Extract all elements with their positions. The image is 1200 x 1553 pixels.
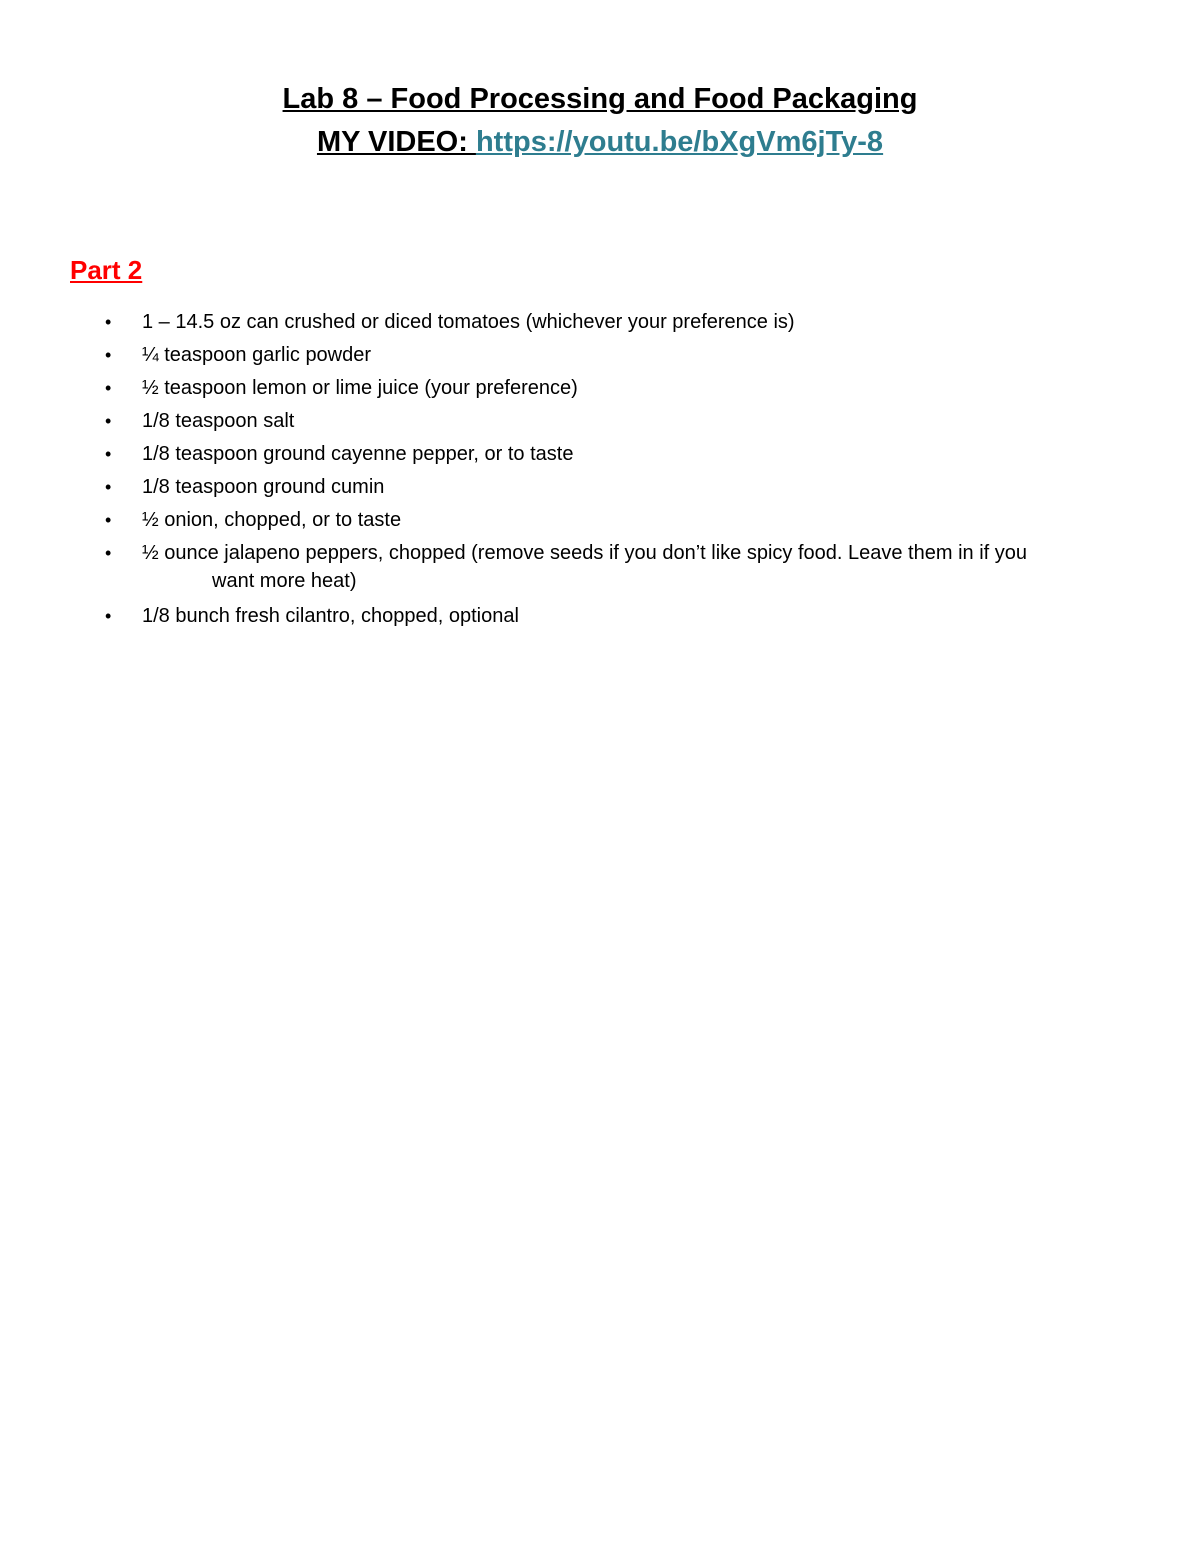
ingredient-list [0, 308, 1200, 635]
video-line [0, 122, 1200, 162]
part-heading: Part 2 [70, 255, 143, 285]
list-item [0, 440, 1200, 468]
ingredient-text: 1/8 bunch fresh cilantro, chopped, optional [142, 605, 519, 627]
list-item [0, 407, 1200, 435]
bullet-icon: • [105, 345, 112, 365]
list-item [0, 473, 1200, 501]
bullet-icon: • [105, 378, 112, 398]
bullet-icon: • [105, 411, 112, 431]
ingredient-text: 1/8 teaspoon ground cumin [142, 476, 385, 498]
list-item [0, 374, 1200, 402]
ingredient-text-continuation: want more heat) [212, 570, 357, 592]
ingredient-text: 1/8 teaspoon salt [142, 410, 295, 432]
list-item [0, 539, 1200, 595]
list-item [0, 341, 1200, 369]
video-link[interactable]: https://youtu.be/bXgVm6jTy-8 [475, 126, 884, 158]
list-item [0, 308, 1200, 336]
bullet-icon: • [105, 444, 112, 464]
document-title: Lab 8 – Food Processing and Food Packaging [282, 83, 918, 115]
title-block [0, 80, 1200, 162]
ingredient-text: ½ onion, chopped, or to taste [142, 509, 402, 531]
ingredient-text: ¼ teaspoon garlic powder [142, 344, 372, 366]
bullet-icon: • [105, 312, 112, 332]
ingredient-text: 1/8 teaspoon ground cayenne pepper, or to taste [142, 443, 574, 465]
bullet-icon: • [105, 510, 112, 530]
bullet-icon: • [105, 543, 112, 563]
ingredient-text: ½ teaspoon lemon or lime juice (your preference) [142, 377, 578, 399]
bullet-icon: • [105, 477, 112, 497]
list-item [0, 602, 1200, 630]
bullet-icon: • [105, 606, 112, 626]
ingredient-text: ½ ounce jalapeno peppers, chopped (remove seeds if you don’t like spicy food. Leave them in if you [142, 542, 1027, 564]
ingredient-text: 1 – 14.5 oz can crushed or diced tomatoes (whichever your preference is) [142, 311, 795, 333]
list-item [0, 506, 1200, 534]
video-label: MY VIDEO: [316, 126, 476, 158]
